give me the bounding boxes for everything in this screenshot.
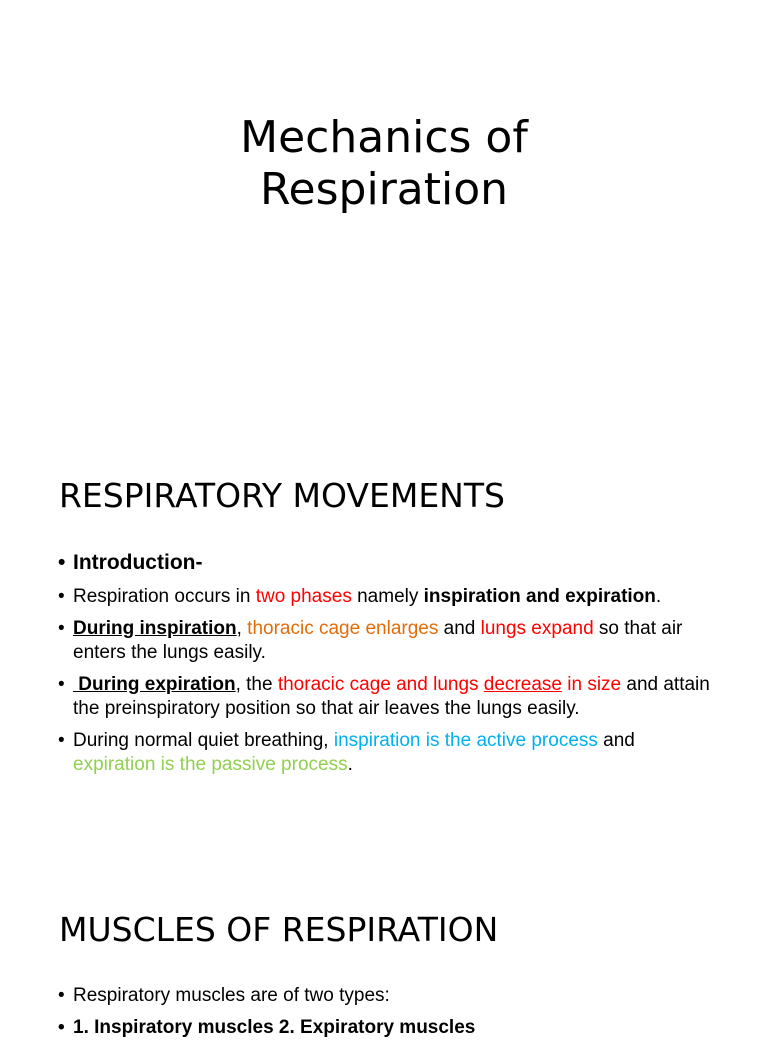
text-segment: namely xyxy=(351,586,424,607)
text-segment: Respiration occurs in xyxy=(73,586,256,607)
muscles-of-respiration-heading: MUSCLES OF RESPIRATION xyxy=(59,910,499,949)
text-segment: , the xyxy=(235,674,278,695)
bullet-marker: • xyxy=(58,586,65,607)
muscles-list xyxy=(58,984,718,1048)
slide-title-line-1: Mechanics of xyxy=(240,112,528,163)
bullet-marker: • xyxy=(58,985,65,1006)
text-segment: . xyxy=(347,754,353,775)
text-segment: so that air enters the lungs easily. xyxy=(73,618,683,663)
bullet-quiet-breathing xyxy=(58,729,718,777)
slide-title-line-2: Respiration xyxy=(259,164,509,215)
bullet-marker: • xyxy=(58,618,65,639)
bullet-marker: • xyxy=(58,730,65,751)
bullet-during-expiration xyxy=(58,673,718,721)
text-in-size: in size xyxy=(561,674,622,695)
text-segment: . xyxy=(655,586,662,607)
text-segment: , xyxy=(236,618,248,639)
bullet-two-phases xyxy=(58,585,718,609)
bullet-muscle-list xyxy=(58,1016,718,1040)
slide-title xyxy=(0,112,768,216)
text-two-phases: two phases xyxy=(255,586,352,607)
text-decrease: decrease xyxy=(483,674,562,695)
text-segment: During normal quiet breathing, xyxy=(73,730,334,751)
text-inspiration-and-expiration: inspiration and expiration xyxy=(423,586,656,607)
text-segment: and attain the preinspiratory position so that air leaves the lungs easily. xyxy=(73,674,710,719)
bullet-muscle-types xyxy=(58,984,718,1008)
text-during-expiration: During expiration xyxy=(73,674,236,695)
text-expiration-passive: expiration is the passive process xyxy=(73,754,348,775)
bullet-marker: • xyxy=(58,1017,65,1038)
text-lungs-expand: lungs expand xyxy=(480,618,594,639)
bullet-introduction xyxy=(58,550,718,576)
bullet-marker: • xyxy=(58,551,66,574)
text-during-inspiration: During inspiration xyxy=(73,618,237,639)
bullet-during-inspiration xyxy=(58,617,718,665)
text-segment: and xyxy=(597,730,635,751)
text-segment: and xyxy=(438,618,481,639)
bullet-marker: • xyxy=(58,674,65,695)
text-inspiration-active: inspiration is the active process xyxy=(333,730,598,751)
text-thoracic-cage-and-lungs: thoracic cage and lungs xyxy=(277,674,484,695)
introduction-label: Introduction- xyxy=(73,551,203,574)
text-muscle-list: 1. Inspiratory muscles 2. Expiratory muscles xyxy=(73,1017,476,1038)
respiratory-movements-heading: RESPIRATORY MOVEMENTS xyxy=(59,476,505,515)
text-thoracic-cage-enlarges: thoracic cage enlarges xyxy=(247,618,439,639)
respiratory-movements-list xyxy=(58,550,718,785)
text-muscle-types: Respiratory muscles are of two types: xyxy=(73,985,390,1006)
